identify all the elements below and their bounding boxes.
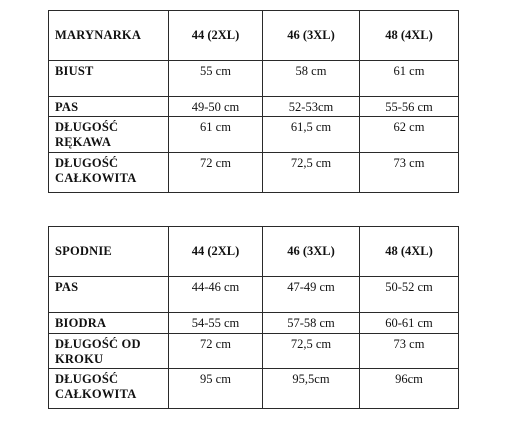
table-cell: 50-52 cm [360,277,459,313]
row-label-text: CAŁKOWITA [55,171,137,185]
size-header-3xl: 46 (3XL) [263,227,360,277]
table-cell: 72,5 cm [263,334,360,369]
table-cell: 73 cm [360,153,459,193]
table-cell: 54-55 cm [169,313,263,334]
table-header-title: MARYNARKA [49,11,169,61]
row-label-text: DŁUGOŚĆ [55,156,119,170]
size-header-2xl: 44 (2XL) [169,11,263,61]
row-label-text: PAS [55,280,79,294]
table-cell: 47-49 cm [263,277,360,313]
table-cell: 72 cm [169,153,263,193]
table-row [49,61,459,97]
table-cell: 58 cm [263,61,360,97]
table-cell: 60-61 cm [360,313,459,334]
table-row [49,97,459,117]
row-label [49,334,169,369]
table-header-row [49,11,459,61]
table-cell: 95 cm [169,369,263,409]
row-label-text: DŁUGOŚĆ [55,372,119,386]
table-header-title: SPODNIE [49,227,169,277]
row-label [49,369,169,409]
row-label-text: PAS [55,100,79,114]
table-cell: 73 cm [360,334,459,369]
table-row [49,313,459,334]
row-label [49,97,169,117]
table-row [49,117,459,153]
row-label-text: CAŁKOWITA [55,387,137,401]
table-cell: 55 cm [169,61,263,97]
row-label [49,117,169,153]
row-label [49,313,169,334]
table-cell: 55-56 cm [360,97,459,117]
row-label [49,153,169,193]
table-cell: 72 cm [169,334,263,369]
size-header-4xl: 48 (4XL) [360,227,459,277]
table-cell: 62 cm [360,117,459,153]
table-cell: 44-46 cm [169,277,263,313]
table-cell: 61,5 cm [263,117,360,153]
row-label-text: BIUST [55,64,94,78]
table-header-row [49,227,459,277]
table-cell: 61 cm [169,117,263,153]
row-label-text: RĘKAWA [55,135,112,149]
row-label-text: DŁUGOŚĆ [55,120,119,134]
row-label-text: KROKU [55,352,104,366]
table-cell: 61 cm [360,61,459,97]
row-label [49,61,169,97]
table-cell: 72,5 cm [263,153,360,193]
size-header-4xl: 48 (4XL) [360,11,459,61]
row-label-text: DŁUGOŚĆ OD [55,337,141,351]
row-label [49,277,169,313]
size-header-2xl: 44 (2XL) [169,227,263,277]
jacket-size-table [48,10,459,193]
table-cell: 57-58 cm [263,313,360,334]
table-row [49,277,459,313]
table-row [49,369,459,409]
pants-size-table [48,226,459,409]
table-cell: 49-50 cm [169,97,263,117]
size-header-3xl: 46 (3XL) [263,11,360,61]
row-label-text: BIODRA [55,316,107,330]
table-row [49,334,459,369]
table-cell: 95,5cm [263,369,360,409]
table-row [49,153,459,193]
table-cell: 96cm [360,369,459,409]
table-cell: 52-53cm [263,97,360,117]
